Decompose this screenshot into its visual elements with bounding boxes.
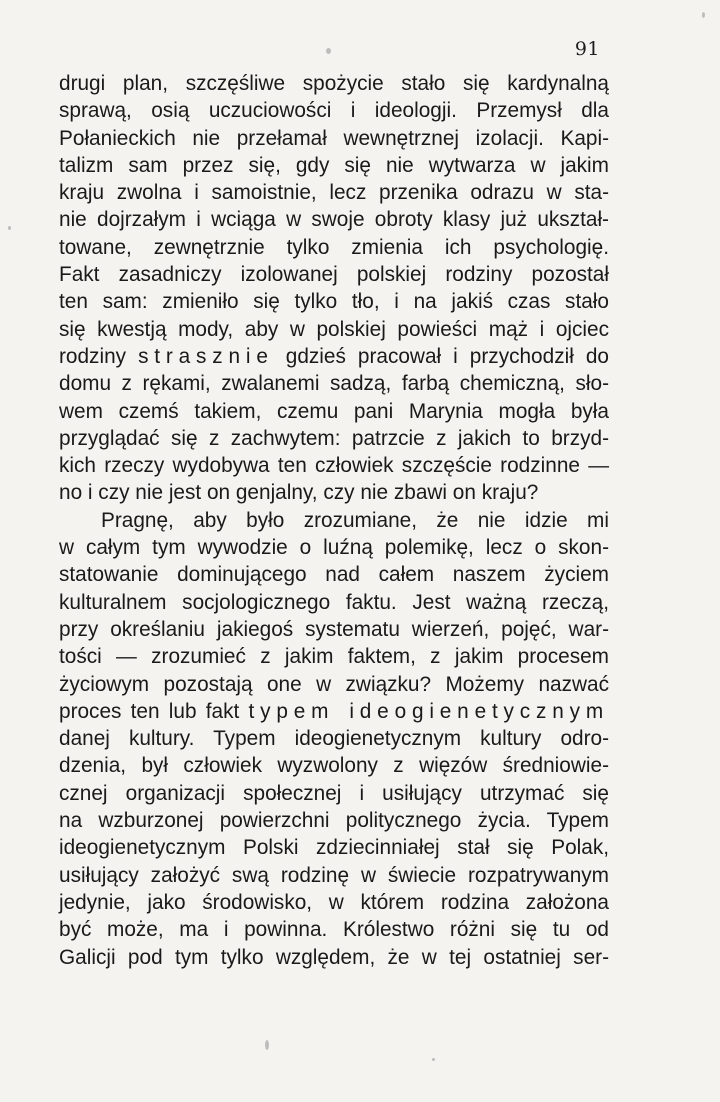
text-line: danej kultury. Typem ideogienetycznym kultury odro- bbox=[59, 727, 609, 751]
text-line: Pragnę, aby było zrozumiane, że nie idzie mi bbox=[101, 508, 609, 532]
text-line: no i czy nie jest on genjalny, czy nie zbawi on kraju? bbox=[59, 481, 539, 505]
body-text bbox=[59, 70, 609, 971]
text-line: kraju zwolna i samoistnie, lecz przenika odrazu w sta- bbox=[59, 181, 609, 205]
text-line: życiowym pozostają one w związku? Możemy nazwać bbox=[59, 672, 609, 696]
scan-speck bbox=[326, 48, 331, 54]
scan-speck bbox=[702, 12, 705, 18]
scan-speck bbox=[265, 1040, 269, 1050]
text-line: cznej organizacji społecznej i usiłujący utrzymać się bbox=[59, 781, 609, 805]
text-line: w całym tym wywodzie o luźną polemikę, lecz o skon- bbox=[59, 536, 609, 560]
text-line: statowanie dominującego nad całem naszem życiem bbox=[59, 563, 609, 587]
text-line: wem czemś takiem, czemu pani Marynia mogła była bbox=[59, 399, 609, 423]
text-line: przyglądać się z zachwytem: patrzcie z jakich to brzyd- bbox=[59, 426, 609, 450]
page-number: 91 bbox=[574, 38, 600, 60]
text-line: sprawą, osią uczuciowości i ideologji. Przemysł dla bbox=[59, 99, 609, 123]
text-line: rodziny strasznie gdzieś pracował i przychodził do bbox=[59, 344, 609, 368]
text-line: ten sam: zmieniło się tylko tło, i na jakiś czas stało bbox=[59, 290, 609, 314]
text-line: ideogienetycznym Polski zdziecinniałej stał się Polak, bbox=[59, 836, 609, 860]
text-line: talizm sam przez się, gdy się nie wytwarza w jakim bbox=[59, 153, 609, 177]
text-line: Galicji pod tym tylko względem, że w tej ostatniej ser- bbox=[59, 945, 609, 969]
text-line: jedynie, jako środowisko, w którem rodzina założona bbox=[59, 890, 609, 914]
text-line: kulturalnem socjologicznego faktu. Jest ważną rzeczą, bbox=[59, 590, 609, 614]
scan-speck bbox=[8, 226, 11, 230]
text-line: na wzburzonej powierzchni politycznego życia. Typem bbox=[59, 809, 609, 833]
text-line: tości — zrozumieć z jakim faktem, z jakim procesem bbox=[59, 645, 609, 669]
text-line: nie dojrzałym i wciąga w swoje obroty klasy już ukształ- bbox=[59, 208, 609, 232]
text-line: Fakt zasadniczy izolowanej polskiej rodziny pozostał bbox=[59, 263, 609, 287]
text-line: Połanieckich nie przełamał wewnętrznej izolacji. Kapi- bbox=[59, 126, 609, 150]
text-line: się kwestją mody, aby w polskiej powieści mąż i ojciec bbox=[59, 317, 609, 341]
text-line: domu z rękami, zwalanemi sadzą, farbą chemiczną, sło- bbox=[59, 372, 609, 396]
spaced-emphasis: typem ideogienetycznym bbox=[248, 699, 609, 723]
text-line: usiłujący założyć swą rodzinę w świecie rozpatrywanym bbox=[59, 863, 609, 887]
text-line: towane, zewnętrznie tylko zmienia ich psychologię. bbox=[59, 235, 609, 259]
text-line: drugi plan, szczęśliwe spożycie stało się kardynalną bbox=[59, 72, 609, 95]
spaced-emphasis: strasznie bbox=[138, 344, 274, 368]
text-line: być może, ma i powinna. Królestwo różni się tu od bbox=[59, 918, 609, 942]
text-line: proces ten lub fakt typem ideogienetycznym bbox=[59, 699, 609, 723]
text-line: przy określaniu jakiegoś systematu wierzeń, pojęć, war- bbox=[59, 617, 609, 641]
scan-speck bbox=[432, 1058, 435, 1061]
text-line: kich rzeczy wydobywa ten człowiek szczęście rodzinne — bbox=[59, 454, 609, 478]
text-line: dzenia, był człowiek wyzwolony z więzów średniowie- bbox=[59, 754, 609, 778]
